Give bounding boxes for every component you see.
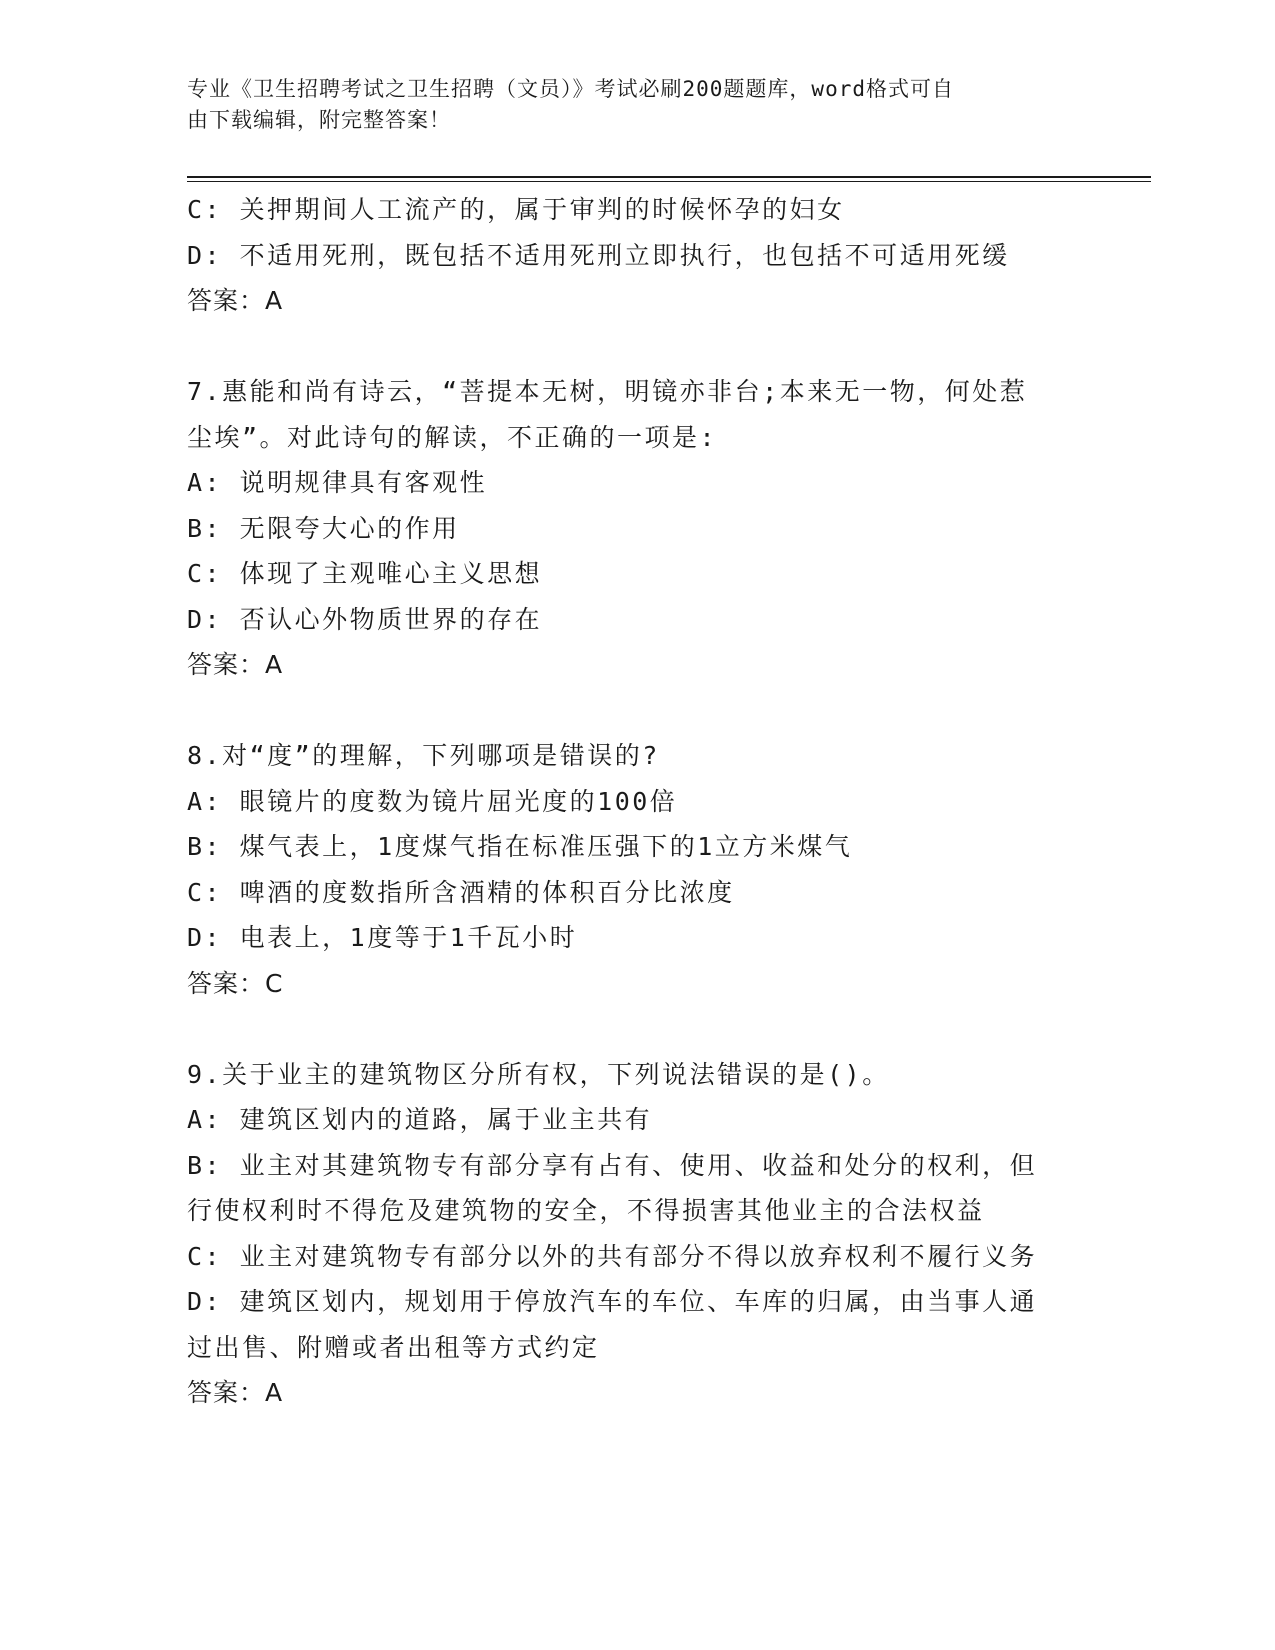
option-b: B: 业主对其建筑物专有部分享有占有、使用、收益和处分的权利，但 xyxy=(187,1150,1038,1180)
spacer xyxy=(187,688,1087,734)
option-c: C: 关押期间人工流产的，属于审判的时候怀孕的妇女 xyxy=(187,195,845,224)
option-d: D: 否认心外物质世界的存在 xyxy=(187,604,543,634)
option-a: A: 说明规律具有客观性 xyxy=(187,468,488,497)
answer-line: 答案：A xyxy=(187,286,284,315)
option-b: B: 煤气表上，1度煤气指在标准压强下的1立方米煤气 xyxy=(187,832,853,861)
document-header xyxy=(187,74,1067,136)
question-block-6 xyxy=(187,187,1087,324)
header-title-line-2: 由下载编辑，附完整答案！ xyxy=(187,108,451,132)
question-stem: 8.对“度”的理解，下列哪项是错误的? xyxy=(187,741,660,770)
option-d-continued: 过出售、附赠或者出租等方式约定 xyxy=(187,1332,600,1362)
spacer xyxy=(187,324,1087,370)
option-c: C: 体现了主观唯心主义思想 xyxy=(187,559,543,588)
answer-line: 答案：A xyxy=(187,650,284,679)
option-d: D: 电表上，1度等于1千瓦小时 xyxy=(187,923,578,952)
question-stem: 9.关于业主的建筑物区分所有权，下列说法错误的是()。 xyxy=(187,1059,890,1089)
option-a: A: 建筑区划内的道路，属于业主共有 xyxy=(187,1105,653,1134)
question-block-8 xyxy=(187,733,1087,1006)
option-b-continued: 行使权利时不得危及建筑物的安全，不得损害其他业主的合法权益 xyxy=(187,1196,985,1225)
answer-line: 答案：A xyxy=(187,1378,284,1407)
option-d: D: 建筑区划内，规划用于停放汽车的车位、车库的归属，由当事人通 xyxy=(187,1287,1038,1316)
header-divider-thin xyxy=(187,181,1151,182)
option-c: C: 业主对建筑物专有部分以外的共有部分不得以放弃权利不履行义务 xyxy=(187,1241,1038,1271)
option-d: D: 不适用死刑，既包括不适用死刑立即执行，也包括不可适用死缓 xyxy=(187,240,1010,270)
spacer xyxy=(187,1006,1087,1052)
answer-line: 答案：C xyxy=(187,968,284,998)
question-block-9 xyxy=(187,1052,1087,1416)
question-block-7 xyxy=(187,369,1087,688)
header-divider-thick xyxy=(187,176,1151,178)
question-stem-continued: 尘埃”。对此诗句的解读，不正确的一项是: xyxy=(187,422,718,452)
header-title-line-1: 专业《卫生招聘考试之卫生招聘（文员）》考试必刷200题题库，word格式可自 xyxy=(187,77,954,101)
option-a: A: 眼镜片的度数为镜片屈光度的100倍 xyxy=(187,786,678,816)
question-stem: 7.惠能和尚有诗云，“菩提本无树，明镜亦非台;本来无一物，何处惹 xyxy=(187,377,1028,406)
option-b: B: 无限夸大心的作用 xyxy=(187,513,460,543)
option-c: C: 啤酒的度数指所含酒精的体积百分比浓度 xyxy=(187,877,735,907)
question-list xyxy=(187,187,1087,1416)
